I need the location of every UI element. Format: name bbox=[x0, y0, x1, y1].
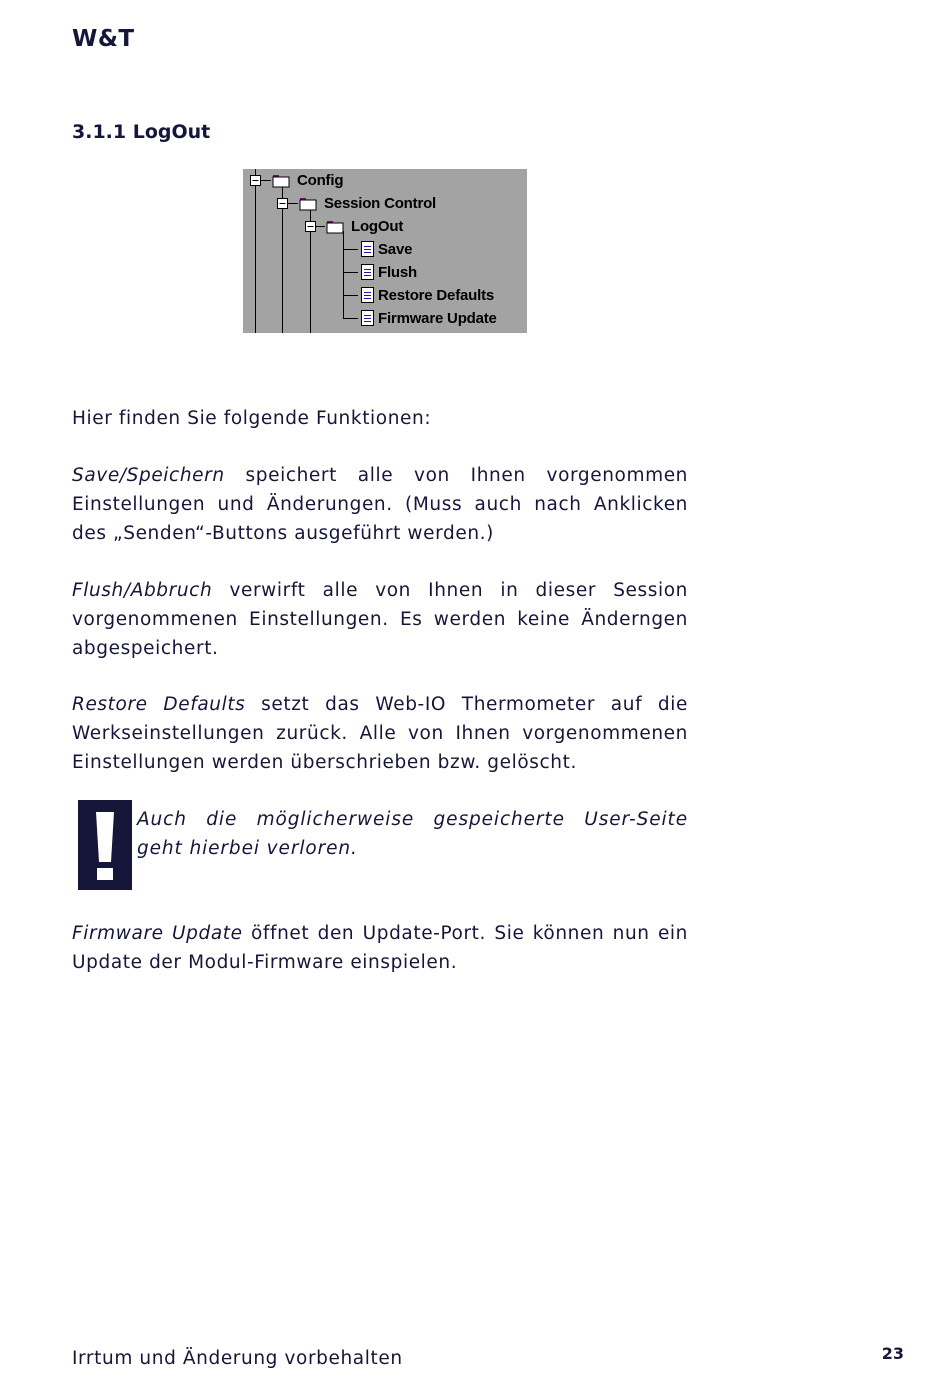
tree-item-restore-defaults[interactable]: Restore Defaults bbox=[378, 287, 495, 304]
tree-item-logout[interactable]: LogOut bbox=[351, 218, 404, 235]
restore-term: Restore Defaults bbox=[72, 694, 246, 715]
document-icons bbox=[362, 242, 374, 326]
firmware-description: öffnet den Update-Port. Sie können nun ein Update der Modul-Firmware einspielen. bbox=[72, 923, 688, 973]
flush-term: Flush/Abbruch bbox=[72, 580, 213, 601]
intro-paragraph: Hier finden Sie folgende Funktionen: bbox=[72, 408, 432, 429]
save-term: Save/Speichern bbox=[72, 465, 225, 486]
tree-item-config[interactable]: Config bbox=[297, 172, 344, 189]
exclamation-icon bbox=[78, 800, 132, 890]
save-paragraph bbox=[72, 462, 688, 548]
save-description: speichert alle von Ihnen vorgenommen Einstellungen und Änderungen. (Muss auch nach Anklicken des „Senden“-Buttons ausgeführt werden.) bbox=[72, 465, 688, 544]
menu-tree-screenshot bbox=[243, 169, 527, 333]
restore-description: setzt das Web-IO Thermometer auf die Werkseinstellungen zurück. Alle von Ihnen vorgenommenen Einstellungen werden überschrieben bzw. gelöscht. bbox=[72, 694, 688, 773]
footer-disclaimer: Irrtum und Änderung vorbehalten bbox=[72, 1348, 403, 1369]
brand-logo: W&T bbox=[72, 26, 135, 52]
warning-note: Auch die möglicherweise gespeicherte User-Seite geht hierbei verloren. bbox=[137, 809, 688, 859]
tree-item-save[interactable]: Save bbox=[378, 241, 413, 258]
tree-item-firmware-update[interactable]: Firmware Update bbox=[378, 310, 497, 327]
section-title: 3.1.1 LogOut bbox=[72, 121, 211, 143]
flush-paragraph bbox=[72, 577, 688, 663]
tree-item-flush[interactable]: Flush bbox=[378, 264, 417, 281]
restore-paragraph bbox=[72, 691, 688, 777]
firmware-term: Firmware Update bbox=[72, 923, 243, 944]
tree-item-session-control[interactable]: Session Control bbox=[324, 195, 437, 212]
flush-description: verwirft alle von Ihnen in dieser Session vorgenommenen Einstellungen. Es werden keine Änderngen abgespeichert. bbox=[72, 580, 688, 659]
page-number: 23 bbox=[881, 1344, 904, 1363]
firmware-paragraph bbox=[72, 920, 688, 978]
